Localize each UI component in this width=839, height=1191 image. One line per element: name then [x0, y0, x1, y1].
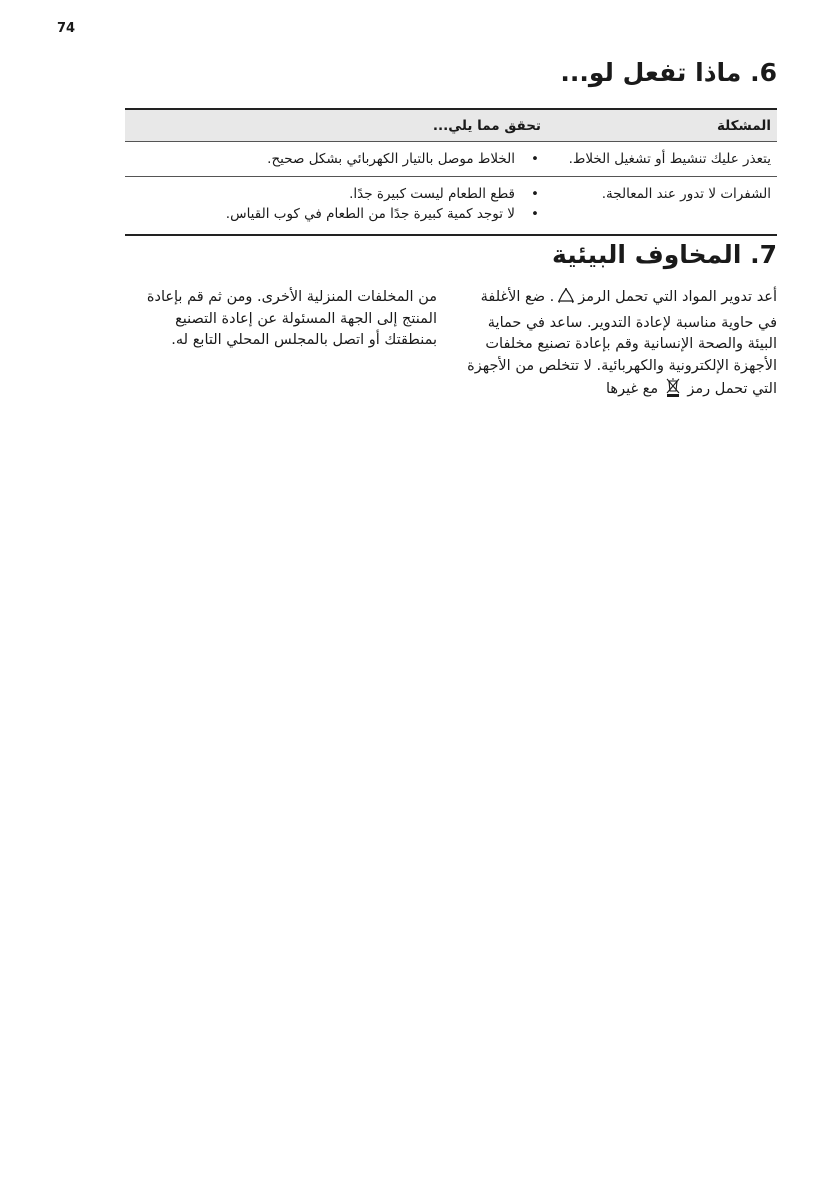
table-row	[125, 142, 777, 177]
environment-text-column-right	[467, 287, 777, 405]
check-list	[131, 149, 541, 169]
bullet-icon: •	[531, 151, 539, 167]
troubleshooting-table	[125, 108, 777, 236]
check-text: قطع الطعام ليست كبيرة جدًا.	[349, 186, 515, 202]
page-number: 74	[57, 21, 76, 36]
recycle-icon	[556, 287, 576, 313]
header-check: تحقق مما يلي...	[125, 109, 547, 142]
problem-cell: الشفرات لا تدور عند المعالجة.	[547, 177, 777, 236]
table-row	[125, 177, 777, 236]
env-text-left: من المخلفات المنزلية الأخرى. ومن ثم قم بإعادة المنتج إلى الجهة المسئولة عن إعادة التصنيع بمنطقتك أو اتصل بالمجلس المحلي التابع له.	[146, 289, 437, 348]
env-text-part1: أعد تدوير المواد التي تحمل الرمز	[578, 289, 777, 305]
check-text: الخلاط موصل بالتيار الكهربائي بشكل صحيح.	[267, 151, 515, 167]
bullet-icon: •	[531, 186, 539, 202]
list-item	[131, 149, 541, 169]
section-title-what-if: 6. ماذا تفعل لو...	[560, 58, 777, 87]
list-item	[131, 184, 541, 204]
check-list	[131, 184, 541, 224]
environment-text-column-left	[119, 287, 437, 352]
table-header-row	[125, 109, 777, 142]
check-text: لا توجد كمية كبيرة جدًا من الطعام في كوب القياس.	[225, 206, 515, 222]
list-item	[131, 204, 541, 224]
problem-cell: يتعذر عليك تنشيط أو تشغيل الخلاط.	[547, 142, 777, 177]
section-title-environment: 7. المخاوف البيئية	[552, 240, 777, 269]
crossed-out-bin-icon	[665, 377, 681, 405]
check-cell	[125, 177, 547, 236]
env-text-part2: . ضع الأغلفة في حاوية مناسبة لإعادة التدوير. ساعد في حماية البيئة والصحة الإنسانية وقم بإعادة تصنيع مخلفات الأجهزة الإلكترونية والكهربائية. لا تتخلص من الأجهزة التي تحمل رمز	[467, 289, 777, 397]
check-cell	[125, 142, 547, 177]
env-text-part3: مع غيرها	[606, 381, 659, 397]
bullet-icon: •	[531, 206, 539, 222]
header-problem: المشكلة	[547, 109, 777, 142]
